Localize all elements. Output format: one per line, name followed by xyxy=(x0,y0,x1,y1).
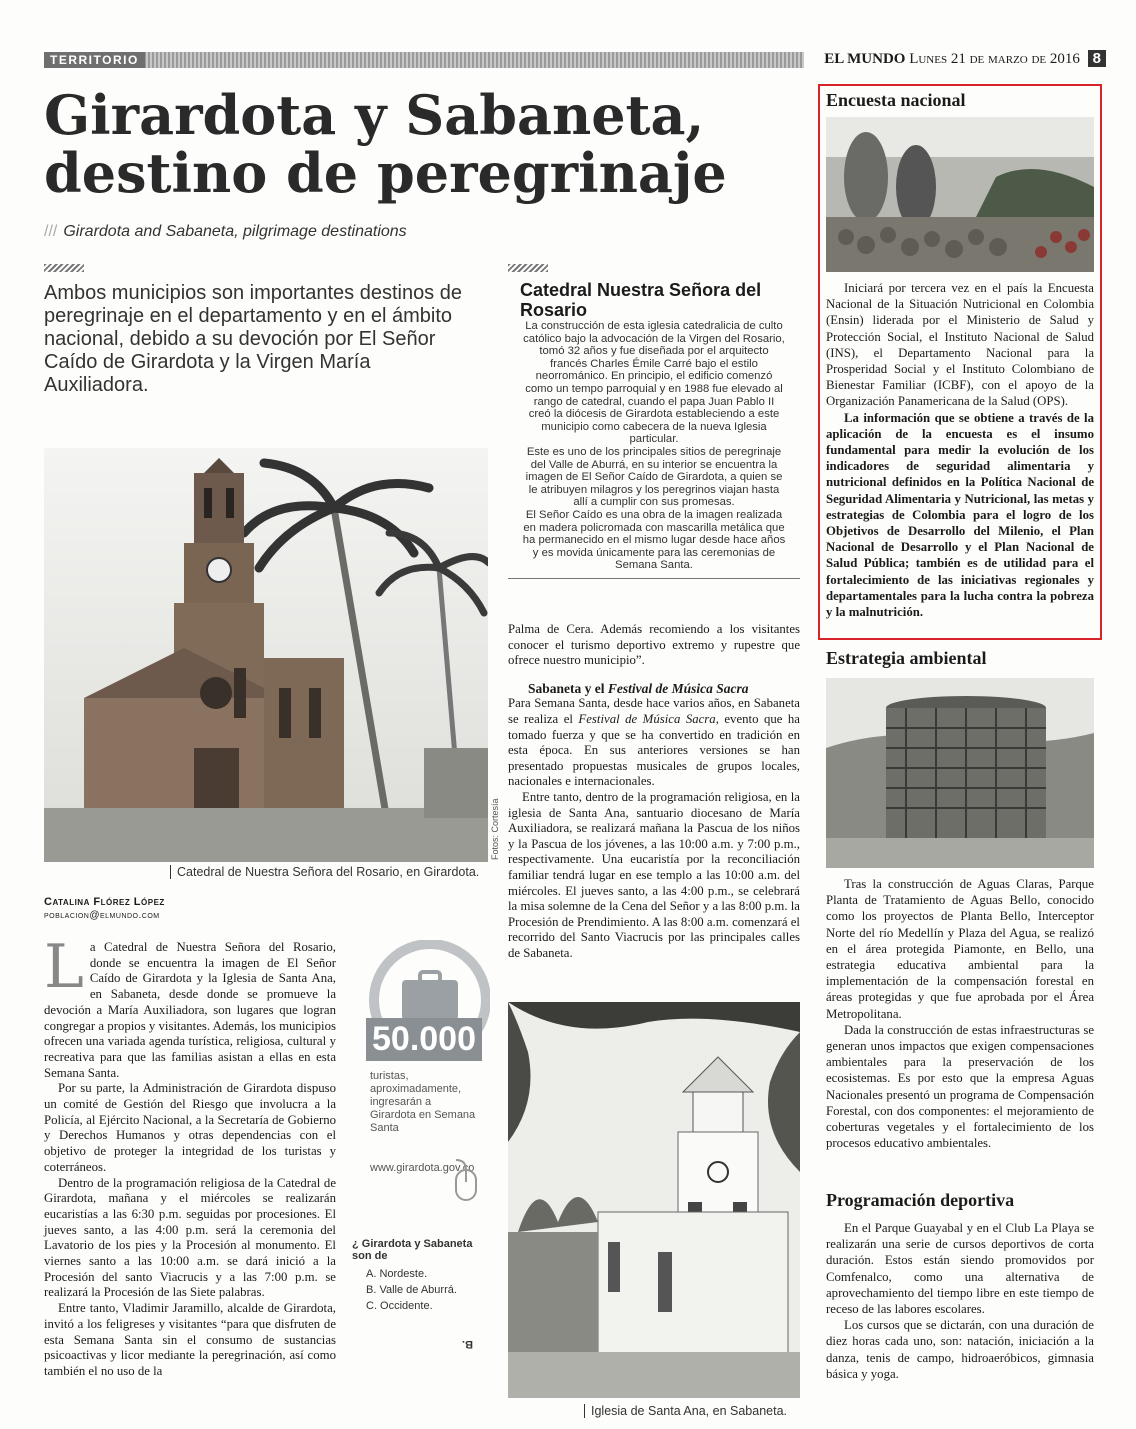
estrategia-paragraph: Dada la construcción de estas infraestructuras se generan unos impactos que exigen compensaciones ambientales para la preservación de los ecosistemas. Es por esto que la empresa Aguas Nacionales presentó un programa de Compensación Forestal, con dos componentes: el mejoramiento de coberturas vegetales y el fortalecimiento de los procesos educativo ambientales. xyxy=(826,1022,1094,1151)
photo-credit xyxy=(490,790,500,860)
col1-paragraph: Dentro de la programación religiosa de la Catedral de Girardota, mañana y el miércoles se realizarán eucaristías a las 6:30 p.m. seguidas por procesiones. El jueves santo, a las 4:00 p.m. será la ceremonia del Lavatorio de los pies y la Procesión al monumento. El viernes santo a las 10:00 a.m. se dará inició a la Procesión del santo Viacrucis y a las 7:00 p.m. se realizará la Procesión de las Siete palabras. xyxy=(44,1175,336,1300)
festival-title-plain: Sabaneta y el xyxy=(528,680,608,696)
festival-paragraph: Entre tanto, dentro de la programación religiosa, en la iglesia de Santa Ana, santuario diocesano de María Auxiliadora, se realizará mañana la Pascua de los niños y la Pascua de los jóvenes, a las 10:00 a.m. y 7:00 p.m., respectivamente. Una eucaristía por la reconciliación familiar tendrá lugar en ese templo a las 10:00 a.m. del miércoles. El jueves santo, a las 4:00 p.m., se celebrará la misa solemne de la Cena del Señor y a las 8:00 p.m. la Procesión de Prendimiento. A las 8:00 a.m. comenzará el recorrido del Santo Viacrucis por las principales calles de Sabaneta. xyxy=(508,789,800,960)
encuesta-paragraph: La información que se obtiene a través de la aplicación de la encuesta es el insumo fundamental para medir la evolución de los indicadores de seguridad alimentaria y nutricional definidos en la Política Nacional de Seguridad Alimentaria y Nutricional, las metas y estrategias de Colombia para el logro de los Objetivos de Desarrollo del Milenio, el Plan Nacional de Desarrollo y el Plan Nacional de Salud Pública; también es de utilidad para el fortalecimiento de las iniciativas regionales y departamentales para la lucha contra la pobreza y la malnutrición. xyxy=(826,410,1094,620)
quiz-option: B. Valle de Aburrá. xyxy=(366,1284,457,1296)
festival-text: , evento que ha tomado fuerza y que se ha convertido en tradición en esta época. En sus anteriores versiones se han presentado propuestas musicales de grupos locales, nacionales e internacionales. xyxy=(508,711,800,789)
santa-ana-photo xyxy=(508,1002,800,1398)
photo1-caption-text: Catedral de Nuestra Señora del Rosario, en Girardota. xyxy=(177,865,480,879)
cathedral-box-title: Catedral Nuestra Señora del Rosario xyxy=(520,280,762,320)
quiz-answer: B. xyxy=(462,1338,473,1350)
market-photo xyxy=(826,117,1094,272)
deportiva-title: Programación deportiva xyxy=(826,1190,1015,1210)
estrategia-title: Estrategia ambiental xyxy=(826,648,987,668)
encuesta-body xyxy=(826,280,1094,620)
stat-box xyxy=(360,940,490,1174)
byline-name: Catalina Flórez López xyxy=(44,896,165,908)
byline-email: poblacion@elmundo.com xyxy=(44,910,160,921)
tower-photo xyxy=(826,678,1094,868)
stat-text: turistas, aproximadamente, ingresarán a Girardota en Semana Santa xyxy=(370,1070,476,1134)
col1-paragraph: a Catedral de Nuestra Señora del Rosario, donde se encuentra la imagen de El Señor Caído de Girardota y la Iglesia de Santa Ana, en Sabaneta, desde donde se promueve la devoción a María Auxiliadora, son lugares que logran congregar a propios y visitantes. Además, los municipios ofrecen una variada agenda turística, religiosa, cultural y recreativa para que las familias asistan a ellas en esta Semana Santa. xyxy=(44,940,336,1080)
photo-credit-text: Fotos: Cortesía xyxy=(490,798,500,860)
photo2-caption-text: Iglesia de Santa Ana, en Sabaneta. xyxy=(591,1404,787,1418)
festival-title-italic: Festival de Música Sacra xyxy=(607,680,749,696)
masthead xyxy=(824,50,1106,68)
quiz-box xyxy=(352,1238,482,1350)
page-number: 8 xyxy=(1088,50,1106,67)
box-rule xyxy=(508,264,548,272)
subhead-marks: /// xyxy=(44,223,58,240)
cathedral-photo xyxy=(44,448,488,862)
box-paragraph: El Señor Caído es una obra de la imagen realizada en madera policromada con mascarilla metálica que ha permanecido en el mismo lugar desde hace años y es movida únicamente para las ceremonias de Semana Santa. xyxy=(522,508,786,572)
mouse-icon xyxy=(452,1158,482,1202)
festival-paragraph xyxy=(508,696,800,790)
box-paragraph: Este es uno de los principales sitios de peregrinaje del Valle de Aburrá, en su interior se encuentra la imagen de El Señor Caído de Girardota, a quien se le atribuyen milagros y los peregrinos viajan hasta allí a cumplir con sus promesas. xyxy=(525,445,783,509)
estrategia-body xyxy=(826,876,1094,1151)
estrategia-paragraph: Tras la construcción de Aguas Claras, Parque Planta de Tratamiento de Aguas Bello, conocido como los proyectos de Planta Bello, Interceptor Norte del río Medellín y Plaza del Agua, se realizó en el área protegida Piamonte, en Bello, una estrategia educativa ambiental para la implementación de la compensación forestal en áreas protegidas y que fue aprobada por el Área Metropolitana. xyxy=(826,877,1094,1021)
section-tag: TERRITORIO xyxy=(44,52,145,68)
article-body-col3 xyxy=(508,622,800,961)
stat-number: 50.000 xyxy=(366,1018,482,1061)
photo2-caption xyxy=(584,1404,787,1418)
subhead xyxy=(44,223,407,241)
website-link[interactable]: www.girardota.gov.co xyxy=(370,1162,475,1174)
lead-paragraph: Ambos municipios son importantes destinos de peregrinaje en el departamento y en el ámbito nacional, debido a su devoción por El Señor Caído de Girardota y la Virgen María Auxiliadora. xyxy=(44,282,462,396)
lead-rule xyxy=(44,264,84,272)
article-body-col1 xyxy=(44,932,336,1380)
col1-paragraph: Entre tanto, Vladimir Jaramillo, alcalde de Girardota, invitó a los feligreses y visitantes “para que disfruten de esta Semana Santa sin el consumo de sustancias psicoactivas y licor mediante la peregrinación, así como también el no uso de la xyxy=(44,1301,336,1378)
photo1-caption xyxy=(170,865,479,879)
col1-paragraph: Por su parte, la Administración de Girardota dispuso un comité de Gestión del Riesgo que involucra a la Policía, al Ejército Nacional, a la Secretaría de Gobierno y Derechos Humanos y otras dependencias con el objetivo de proteger la integridad de los turistas y coterráneos. xyxy=(44,1081,336,1174)
quiz-question-text: Girardota y Sabaneta son de xyxy=(352,1238,473,1262)
headline: Girardota y Sabaneta, destino de peregrinaje xyxy=(44,83,727,205)
festival-text-italic: Festival de Música Sacra xyxy=(578,711,716,726)
cathedral-box-body xyxy=(508,320,800,572)
festival-title xyxy=(508,681,800,697)
subhead-text: Girardota and Sabaneta, pilgrimage destinations xyxy=(63,223,407,240)
deportiva-paragraph: Los cursos que se dictarán, con una duración de diez horas cada uno, son: natación, iniciación a la danza, tenis de campo, hidroaeróbicos, gimnasia básica y yoga. xyxy=(826,1318,1094,1381)
deportiva-paragraph: En el Parque Guayabal y en el Club La Playa se realizarán una serie de cursos deportivos de corta duración. Estos están siendo promovidos por Comfenalco, como una alternativa de aprovechamiento del tiempo libre en este tiempo de receso de las labores escolares. xyxy=(826,1221,1094,1317)
dropcap: L xyxy=(44,932,84,1002)
cathedral-box xyxy=(508,280,800,579)
issue-date: Lunes 21 de marzo de 2016 xyxy=(909,51,1080,67)
quiz-question: ¿ Girardota y Sabaneta son de xyxy=(352,1238,473,1262)
col3-paragraph: Palma de Cera. Además recomiendo a los visitantes conocer el turismo deportivo extremo y rupestre que ofrece nuestro municipio”. xyxy=(508,622,800,668)
quiz-option: A. Nordeste. xyxy=(366,1268,428,1280)
festival-text: Para Semana Santa, desde hace varios años, en Sabaneta se realiza el xyxy=(508,696,800,726)
box-paragraph: La construcción de esta iglesia catedralicia de culto católico bajo la advocación de la Virgen del Rosario, tomó 32 años y fue diseñada por el arquitecto francés Charles Émile Carré bajo el estilo neorrománico. En principio, el edificio comenzó como un tempo parroquial y en 1988 fue elevado al rango de catedral, cuando el papa Juan Pablo II creó la diócesis de Girardota estableciendo a este municipio como cabecera de la nueva Iglesia particular. xyxy=(523,320,785,446)
deportiva-body xyxy=(826,1220,1094,1382)
quiz-option: C. Occidente. xyxy=(366,1300,433,1312)
encuesta-title: Encuesta nacional xyxy=(826,90,966,110)
paper-name: EL MUNDO xyxy=(824,51,906,67)
section-rule xyxy=(44,52,804,68)
encuesta-paragraph: Iniciará por tercera vez en el país la Encuesta Nacional de la Situación Nutricional en Colombia (Ensin) liderada por el Ministerio de Salud y Protección Social, el Instituto Nacional de Salud (INS), el Departamento Nacional para la Prosperidad Social y el Instituto Colombiano de Bienestar Familiar (ICBF), con el apoyo de la Organización Panamericana de la Salud (OPS). xyxy=(826,281,1094,409)
